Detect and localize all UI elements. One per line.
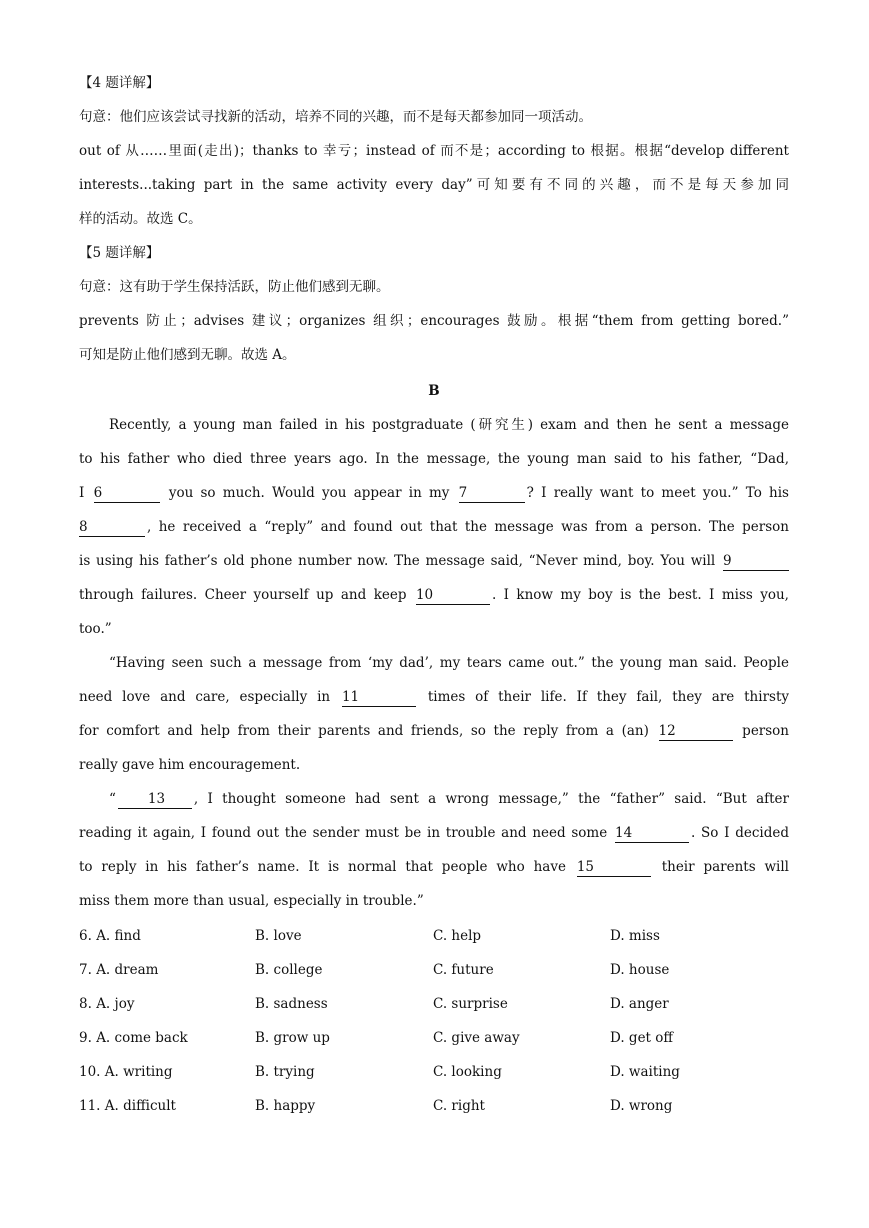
passage-text: “ xyxy=(109,791,116,807)
passage-text: . So I decided xyxy=(690,825,789,841)
blank-9: 9 xyxy=(723,552,789,571)
option-a xyxy=(79,919,141,953)
q4-explanation-line: interests...taking part in the same activity every day”可知要有不同的兴趣，而不是每天参加同 xyxy=(79,177,789,193)
q4-heading: 【4 题详解】 xyxy=(79,75,160,91)
option-b: B. grow up xyxy=(255,1030,330,1046)
passage-text: times of their life. If they fail, they are thirsty xyxy=(427,689,789,705)
option-number: 6. xyxy=(79,928,92,944)
option-c: C. give away xyxy=(433,1030,520,1046)
option-row xyxy=(79,919,789,953)
q4-explanation-line: out of 从……里面(走出)；thanks to 幸亏；instead of 而不是；according to 根据。根据“develop different xyxy=(79,143,789,159)
q4-explanation xyxy=(79,66,789,236)
option-row xyxy=(79,1021,789,1055)
passage-text: . I know my boy is the best. I miss you, xyxy=(491,587,789,603)
passage-text: ? I really want to meet you.” To his xyxy=(526,485,789,501)
option-number: 11. xyxy=(79,1098,101,1114)
option-c: C. surprise xyxy=(433,996,508,1012)
option-number: 8. xyxy=(79,996,92,1012)
passage-text: you so much. Would you appear in my xyxy=(168,485,450,501)
option-number: 9. xyxy=(79,1030,92,1046)
option-c: C. right xyxy=(433,1098,485,1114)
passage-line xyxy=(79,544,789,578)
option-a xyxy=(79,987,134,1021)
option-d: D. anger xyxy=(610,996,669,1012)
passage-text: to reply in his father’s name. It is normal that people who have xyxy=(79,859,566,875)
passage-line xyxy=(79,680,789,714)
passage-line xyxy=(79,850,789,884)
option-a-text: A. difficult xyxy=(104,1098,176,1114)
blank-7: 7 xyxy=(459,484,525,503)
passage-line: really gave him encouragement. xyxy=(79,757,301,773)
q5-explanation-line: 可知是防止他们感到无聊。故选 A。 xyxy=(79,347,296,363)
option-d: D. waiting xyxy=(610,1064,680,1080)
blank-14: 14 xyxy=(615,824,689,843)
passage-line xyxy=(79,476,789,510)
passage-text: for comfort and help from their parents and friends, so the reply from a (an) xyxy=(79,723,649,739)
passage-line: too.” xyxy=(79,621,112,637)
blank-13: 13 xyxy=(118,790,192,809)
option-a xyxy=(79,1021,188,1055)
q5-explanation xyxy=(79,236,789,372)
passage-line: miss them more than usual, especially in trouble.” xyxy=(79,893,424,909)
blank-15: 15 xyxy=(577,858,651,877)
option-b: B. sadness xyxy=(255,996,328,1012)
passage-line: to his father who died three years ago. In the message, the young man said to his father, “Dad, xyxy=(79,451,789,467)
option-b: B. happy xyxy=(255,1098,316,1114)
passage-text: need love and care, especially in xyxy=(79,689,331,705)
passage-line xyxy=(79,578,789,612)
cloze-passage xyxy=(79,408,789,918)
option-number: 10. xyxy=(79,1064,101,1080)
q5-meaning: 句意：这有助于学生保持活跃，防止他们感到无聊。 xyxy=(79,279,390,295)
options-list xyxy=(79,919,789,1123)
option-a xyxy=(79,953,158,987)
option-a-text: A. writing xyxy=(104,1064,173,1080)
q4-meaning: 句意：他们应该尝试寻找新的活动，培养不同的兴趣，而不是每天都参加同一项活动。 xyxy=(79,109,592,125)
option-row xyxy=(79,1055,789,1089)
passage-line xyxy=(79,510,789,544)
q5-explanation-line: prevents 防止；advises 建议；organizes 组织；encourages 鼓励。根据“them from getting bored.” xyxy=(79,313,789,329)
option-a-text: A. joy xyxy=(96,996,135,1012)
option-row xyxy=(79,1089,789,1123)
option-number: 7. xyxy=(79,962,92,978)
option-d: D. house xyxy=(610,962,670,978)
passage-text: reading it again, I found out the sender must be in trouble and need some xyxy=(79,825,608,841)
option-row xyxy=(79,953,789,987)
option-a-text: A. come back xyxy=(96,1030,188,1046)
option-a xyxy=(79,1055,173,1089)
option-a xyxy=(79,1089,176,1123)
q4-explanation-line: 样的活动。故选 C。 xyxy=(79,211,202,227)
passage-text: , I thought someone had sent a wrong message,” the “father” said. “But after xyxy=(193,791,789,807)
option-c: C. future xyxy=(433,962,494,978)
passage-line: Recently, a young man failed in his postgraduate (研究生) exam and then he sent a message xyxy=(109,417,789,433)
option-a-text: A. dream xyxy=(96,962,159,978)
passage-text: person xyxy=(742,723,789,739)
option-row xyxy=(79,987,789,1021)
passage-line: “Having seen such a message from ‘my dad’, my tears came out.” the young man said. People xyxy=(109,655,789,671)
option-c: C. looking xyxy=(433,1064,502,1080)
option-d: D. miss xyxy=(610,928,660,944)
option-b: B. college xyxy=(255,962,323,978)
option-a-text: A. find xyxy=(96,928,141,944)
option-b: B. love xyxy=(255,928,302,944)
passage-text: through failures. Cheer yourself up and keep xyxy=(79,587,407,603)
blank-6: 6 xyxy=(94,484,160,503)
passage-text: I xyxy=(79,485,85,501)
passage-text: their parents will xyxy=(661,859,789,875)
option-b: B. trying xyxy=(255,1064,315,1080)
blank-11: 11 xyxy=(342,688,416,707)
blank-10: 10 xyxy=(416,586,490,605)
blank-8: 8 xyxy=(79,518,145,537)
option-d: D. get off xyxy=(610,1030,673,1046)
section-title: B xyxy=(428,383,440,399)
option-c: C. help xyxy=(433,928,482,944)
option-d: D. wrong xyxy=(610,1098,673,1114)
passage-line xyxy=(79,816,789,850)
passage-line xyxy=(79,782,789,816)
q5-heading: 【5 题详解】 xyxy=(79,245,160,261)
passage-line xyxy=(79,714,789,748)
passage-text: , he received a “reply” and found out that the message was from a person. The person xyxy=(147,519,789,535)
passage-text: is using his father’s old phone number now. The message said, “Never mind, boy. You will xyxy=(79,553,716,569)
blank-12: 12 xyxy=(659,722,733,741)
